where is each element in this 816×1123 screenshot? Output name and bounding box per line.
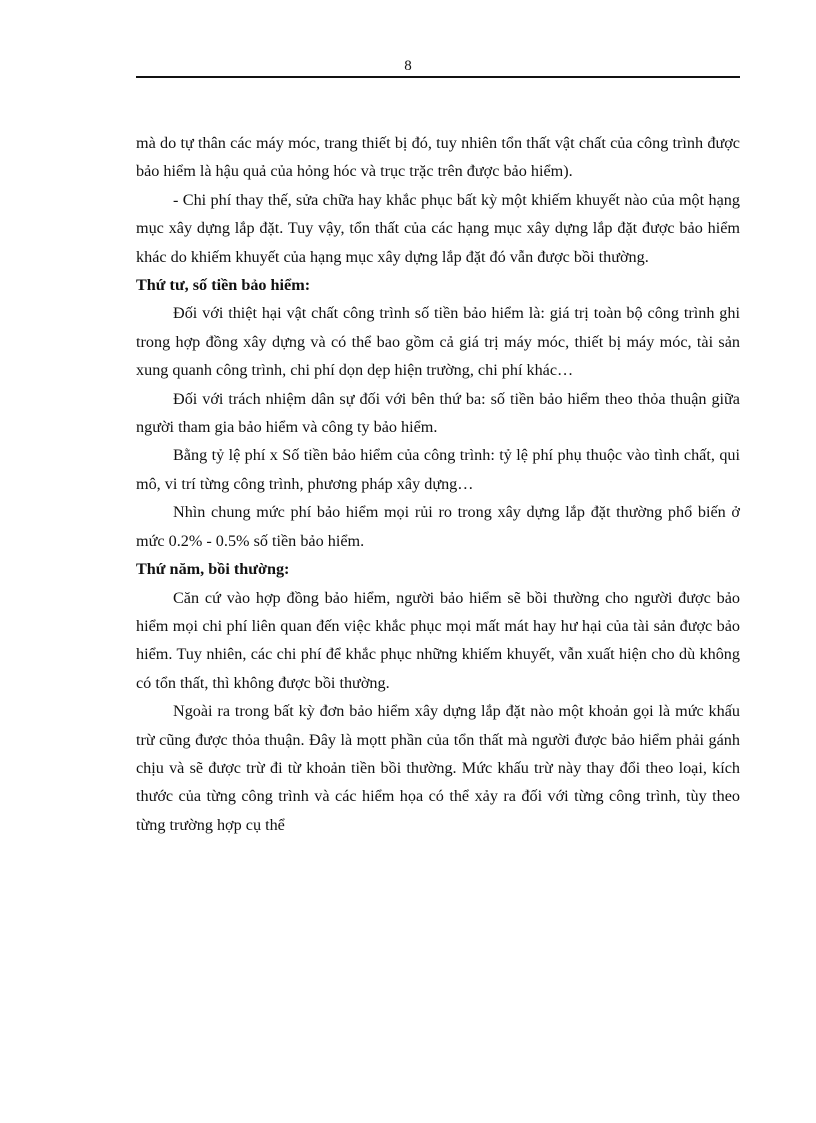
paragraph-compensation: Căn cứ vào hợp đồng bảo hiểm, người bảo hiểm sẽ bồi thường cho người được bảo hiểm mọi chi phí liên quan đến việc khắc phục mọi mất mát hay hư hại của tài sản được bảo hiểm. Tuy nhiên, các chi phí để khắc phục những khiếm khuyết, vẫn xuất hiện cho dù không có tổn thất, thì không được bồi thường. xyxy=(136,588,740,692)
paragraph-deductible: Ngoài ra trong bất kỳ đơn bảo hiểm xây dựng lắp đặt nào một khoản gọi là mức khấu trừ cũng được thỏa thuận. Đây là mọtt phần của tổn thất mà người được bảo hiểm phải gánh chịu và sẽ được trừ đi từ khoản tiền bồi thường. Mức khấu trừ này thay đổi theo loại, kích thước của từng công trình và các hiểm họa có thể xảy ra đối với từng công trình, tùy theo từng trường hợp cụ thể xyxy=(136,702,740,834)
paragraph-material-damage: Đối với thiệt hại vật chất công trình số tiền bảo hiểm là: giá trị toàn bộ công trình ghi trong hợp đồng xây dựng và có thể bao gồm cả giá trị máy móc, thiết bị máy móc, tài sản xung quanh công trình, chi phí dọn dẹp hiện trường, chi phí khác… xyxy=(136,304,740,380)
section-heading-compensation: Thứ năm, bồi thường: xyxy=(136,560,290,579)
paragraph-premium-level: Nhìn chung mức phí bảo hiểm mọi rủi ro trong xây dựng lắp đặt thường phổ biến ở mức 0.2% - 0.5% số tiền bảo hiểm. xyxy=(136,503,740,550)
document-body xyxy=(136,129,740,839)
paragraph-third-party: Đối với trách nhiệm dân sự đối với bên thứ ba: số tiền bảo hiểm theo thỏa thuận giữa người tham gia bảo hiểm và công ty bảo hiểm. xyxy=(136,389,740,437)
paragraph-premium-rate: Bằng tỷ lệ phí x Số tiền bảo hiểm của công trình: tỷ lệ phí phụ thuộc vào tình chất, qui mô, vi trí từng công trình, phương pháp xây dựng… xyxy=(136,446,740,493)
page-number: 8 xyxy=(404,58,412,74)
paragraph-repair-cost: - Chi phí thay thế, sửa chữa hay khắc phục bất kỳ một khiếm khuyết nào của một hạng mục xây dựng lắp đặt. Tuy vậy, tổn thất của các hạng mục xây dựng lắp đặt được bảo hiểm khác do khiếm khuyết của hạng mục xây dựng lắp đặt đó vẫn được bồi thường. xyxy=(136,190,740,266)
header-rule xyxy=(136,76,740,78)
paragraph-continuation: mà do tự thân các máy móc, trang thiết bị đó, tuy nhiên tổn thất vật chất của công trình được bảo hiểm là hậu quả của hỏng hóc và trục trặc trên được bảo hiểm). xyxy=(136,134,740,181)
section-heading-sum-insured: Thứ tư, số tiền bảo hiểm: xyxy=(136,276,311,295)
